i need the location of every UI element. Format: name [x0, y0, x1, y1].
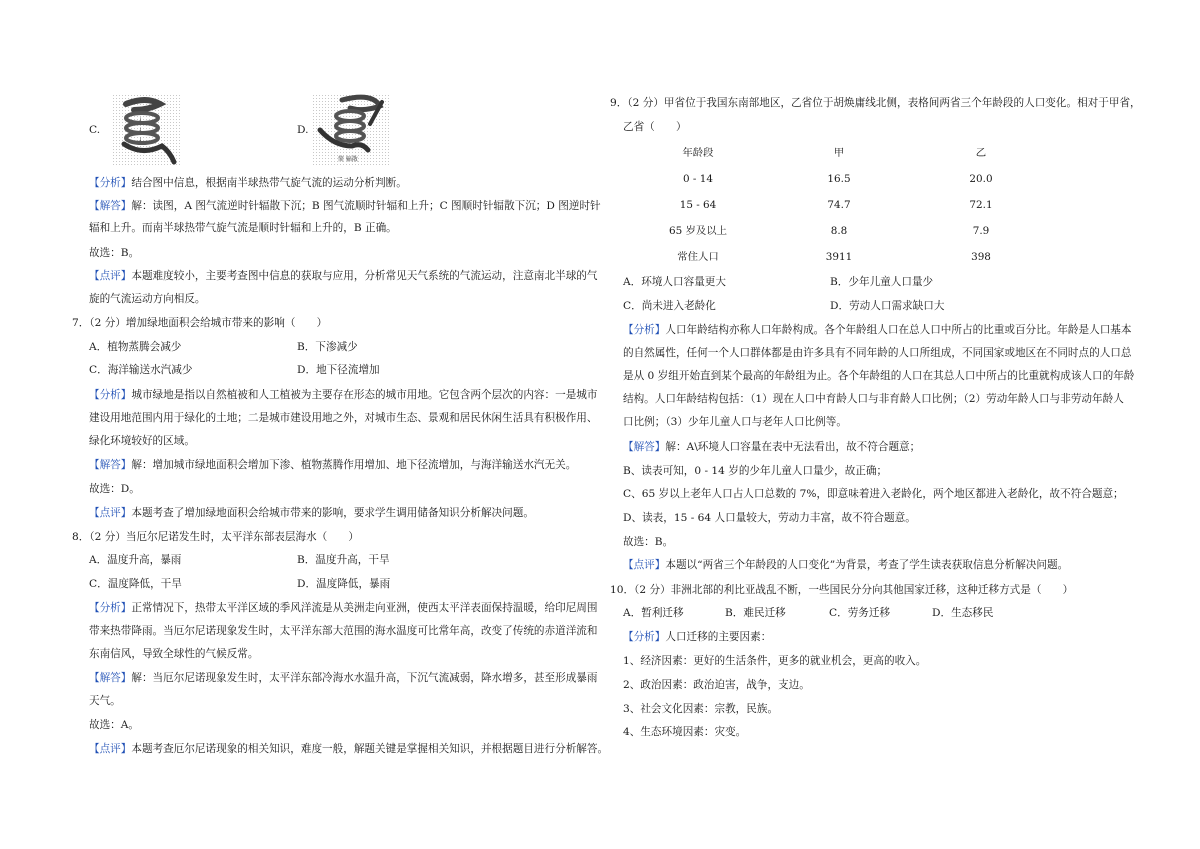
answer-tag: 【解答】 [623, 441, 666, 453]
table-cell: 8.8 [830, 225, 848, 237]
q8-option-d[interactable]: D．温度降低，暴雨 [297, 578, 391, 590]
answer-text: 解：读图，A 图气流逆时针辐散下沉；B 图气流顺时针辐和上升；C 图顺时针辐散下沉；D 图逆时针 [131, 200, 601, 212]
q7-answer [89, 458, 576, 472]
figure-c-cyclone [112, 94, 180, 166]
q10-factor-political: 2、政治因素：政治迫害，战争，支边。 [623, 679, 810, 691]
q8-stem: 8．（2 分）当厄尔尼诺发生时，太平洋东部表层海水（ ） [72, 531, 359, 543]
q9-option-b[interactable]: B．少年儿童人口量少 [830, 276, 934, 288]
figure-c-label: C. [89, 124, 101, 136]
analysis-tag: 【分析】 [623, 631, 666, 643]
table-cell: 0 - 14 [683, 173, 713, 185]
q10-option-a[interactable]: A．暂利迁移 [623, 607, 684, 619]
analysis-text: 人口年龄结构亦称人口年龄构成。各个年龄组人口在总人口中所占的比重或百分比。年龄是人口基本 [665, 324, 1132, 336]
q10-option-c[interactable]: C．劳务迁移 [829, 607, 891, 619]
comment-text: 本题考查厄尔尼诺现象的相关知识，难度一般，解题关键是掌握相关知识，并根据题目进行分析解答。 [131, 743, 609, 755]
figure-c-spiral [112, 94, 180, 166]
q9-answer-b: B、读表可知，0 - 14 岁的少年儿童人口量少，故正确； [623, 465, 888, 477]
q6-analysis [89, 176, 407, 190]
q8-analysis-cont1: 带来热带降雨。当厄尔尼诺现象发生时，太平洋东部大范围的海水温度可比常年高，改变了传统的赤道洋流和 [89, 625, 598, 637]
q7-option-c[interactable]: C．海洋输送水汽减少 [89, 364, 193, 376]
q6-comment-cont: 旋的气流运动方向相反。 [89, 293, 206, 305]
q7-stem: 7．（2 分）增加绿地面积会给城市带来的影响（ ） [72, 317, 328, 329]
comment-tag: 【点评】 [89, 270, 132, 282]
table-cell: 72.1 [969, 199, 993, 211]
q7-analysis-cont2: 绿化环境较好的区域。 [89, 435, 195, 447]
q10-option-d[interactable]: D．生态移民 [932, 607, 994, 619]
q9-analysis-cont4: 口比例；（3）少年儿童人口与老年人口比例等。 [623, 416, 847, 428]
answer-text: 解：增加城市绿地面积会增加下渗、植物蒸腾作用增加、地下径流增加，与海洋输送水汽无关。 [131, 459, 577, 471]
comment-tag: 【点评】 [623, 559, 666, 571]
answer-tag: 【解答】 [89, 459, 132, 471]
q9-analysis-cont2: 是从 0 岁组开始直到某个最高的年龄组为止。各个年龄组的人口在其总人口中所占的比重就构成该人口的年龄 [623, 370, 1135, 382]
q7-choose: 故选：D。 [89, 483, 140, 495]
q8-answer [89, 671, 598, 685]
table-header-cell: 年龄段 [682, 147, 714, 159]
q8-option-a[interactable]: A．温度升高，暴雨 [89, 554, 182, 566]
analysis-tag: 【分析】 [89, 389, 132, 401]
table-cell: 74.7 [827, 199, 851, 211]
q8-choose: 故选：A。 [89, 719, 140, 731]
q10-stem: 10．（2 分）非洲北部的利比亚战乱不断，一些国民分分向其他国家迁移，这种迁移方式是（ ） [610, 584, 1074, 596]
analysis-text: 正常情况下，热带太平洋区域的季风洋流是从美洲走向亚洲，使西太平洋表面保持温暖，给印尼周围 [131, 602, 598, 614]
svg-text:↓: ↓ [138, 137, 143, 143]
analysis-text: 结合图中信息，根据南半球热带气旋气流的运动分析判断。 [131, 177, 407, 189]
q9-comment [623, 558, 1068, 572]
q8-option-c[interactable]: C．温度降低，干旱 [89, 578, 182, 590]
answer-tag: 【解答】 [89, 200, 132, 212]
svg-text:↓: ↓ [138, 127, 143, 133]
q9-stem: 9．（2 分）甲省位于我国东南部地区，乙省位于胡焕庸线北侧，表格间两省三个年龄段的人口变化。相对于甲省， [610, 97, 1141, 109]
analysis-tag: 【分析】 [623, 324, 666, 336]
table-cell: 3911 [825, 251, 853, 263]
q9-analysis [623, 323, 1132, 337]
comment-tag: 【点评】 [89, 507, 132, 519]
comment-text: 本题难度较小，主要考查图中信息的获取与应用，分析常见天气系统的气流运动，注意南北半球的气 [131, 270, 598, 282]
q6-choose: 故选：B。 [89, 247, 140, 259]
q6-answer [89, 199, 601, 213]
q10-factor-economic: 1、经济因素：更好的生活条件，更多的就业机会，更高的收入。 [623, 655, 927, 667]
table-cell: 7.9 [972, 225, 990, 237]
table-cell: 16.5 [827, 173, 851, 185]
comment-tag: 【点评】 [89, 743, 132, 755]
analysis-text: 城市绿地是指以自然植被和人工植被为主要存在形态的城市用地。它包含两个层次的内容：一是城市 [131, 389, 598, 401]
q10-factor-social: 3、社会文化因素：宗教，民族。 [623, 703, 779, 715]
q8-answer-cont: 天气。 [89, 695, 121, 707]
q7-option-d[interactable]: D．地下径流增加 [297, 364, 380, 376]
table-cell: 398 [971, 251, 991, 263]
q8-analysis-cont2: 东南信风，导致全球性的气候反常。 [89, 648, 259, 660]
q8-option-b[interactable]: B．温度升高，干旱 [297, 554, 390, 566]
q9-choose: 故选：B。 [623, 536, 674, 548]
table-cell: 15 - 64 [679, 199, 717, 211]
q10-option-b[interactable]: B．难民迁移 [725, 607, 786, 619]
q7-analysis-cont1: 建设用地范围内用于绿化的土地；二是城市建设用地之外，对城市生态、景观和居民休闲生活具有积极作用、 [89, 412, 598, 424]
table-cell: 65 岁及以上 [668, 225, 728, 237]
q10-factor-ecological: 4、生态环境因素：灾变。 [623, 726, 747, 738]
q8-comment [89, 742, 608, 756]
q8-analysis [89, 601, 598, 615]
q7-option-b[interactable]: B．下渗减少 [297, 341, 358, 353]
q9-answer [623, 440, 920, 454]
q6-answer-cont: 辐和上升。而南半球热带气旋气流是顺时针辐和上升的，B 正确。 [89, 222, 397, 234]
table-header-cell: 乙 [975, 147, 987, 159]
analysis-tag: 【分析】 [89, 177, 132, 189]
figure-d-caption: 简 辐散 [338, 156, 358, 163]
comment-text: 本题以“两省三个年龄段的人口变化”为背景，考查了学生读表获取信息分析解决问题。 [665, 559, 1069, 571]
table-cell: 常住人口 [677, 251, 719, 263]
q9-answer-c: C、65 岁以上老年人口占人口总数的 7%，即意味着进入老龄化，两个地区都进入老龄化，故不符合题意； [623, 488, 1124, 500]
q7-option-a[interactable]: A．植物蒸腾会减少 [89, 341, 182, 353]
figure-d-label: D. [297, 124, 309, 136]
q9-analysis-cont1: 的自然属性，任何一个人口群体都是由许多具有不同年龄的人口所组成，不同国家或地区在不同时点的人口总 [623, 347, 1132, 359]
table-cell: 20.0 [969, 173, 993, 185]
q9-option-c[interactable]: C．尚未进入老龄化 [623, 300, 716, 312]
analysis-text: 人口迁移的主要因素： [665, 631, 772, 643]
q9-option-a[interactable]: A．环境人口容量更大 [623, 276, 726, 288]
answer-text: 解：A\环境人口容量在表中无法看出，故不符合题意； [665, 441, 921, 453]
q7-analysis [89, 388, 598, 402]
q9-analysis-cont3: 结构。人口年龄结构包括：（1）现在人口中育龄人口与非育龄人口比例；（2）劳动年龄人口与非劳动年龄人 [623, 393, 1124, 405]
analysis-tag: 【分析】 [89, 602, 132, 614]
q10-analysis [623, 630, 771, 644]
q9-option-d[interactable]: D．劳动人口需求缺口大 [830, 300, 945, 312]
answer-text: 解：当厄尔尼诺现象发生时，太平洋东部冷海水水温升高，下沉气流减弱，降水增多，甚至形成暴雨 [131, 672, 598, 684]
figure-d-cyclone [312, 94, 390, 166]
answer-tag: 【解答】 [89, 672, 132, 684]
table-header-cell: 甲 [833, 147, 845, 159]
comment-text: 本题考查了增加绿地面积会给城市带来的影响，要求学生调用储备知识分析解决问题。 [131, 507, 534, 519]
q9-answer-d: D、读表，15 - 64 人口量较大，劳动力丰富，故不符合题意。 [623, 512, 916, 524]
q7-comment [89, 506, 534, 520]
q9-stem-cont: 乙省（ ） [623, 121, 687, 133]
q6-comment [89, 269, 598, 283]
svg-text:↓: ↓ [138, 117, 143, 123]
